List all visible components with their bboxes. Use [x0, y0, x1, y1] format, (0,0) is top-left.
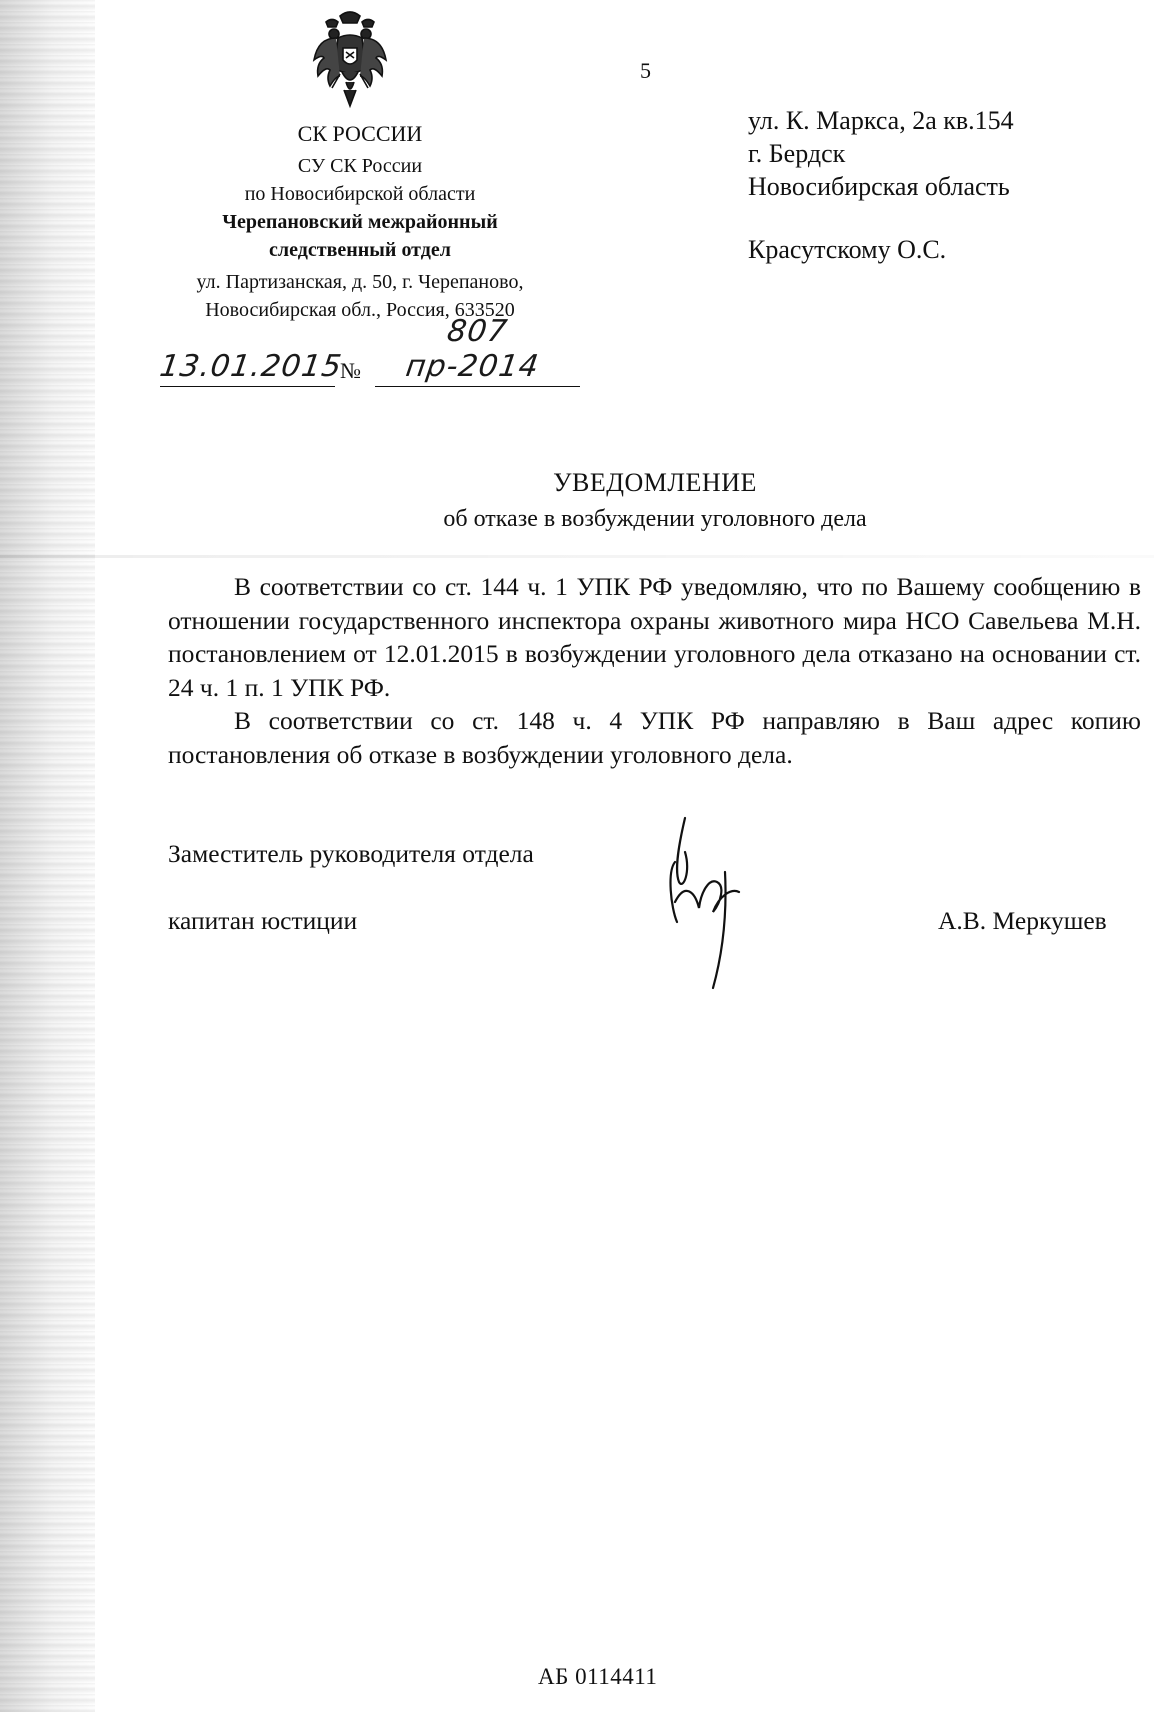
sub-org-line2: по Новосибирской области [244, 183, 476, 205]
document-subtitle: об отказе в возбуждении уголовного дела [443, 506, 867, 532]
body-paragraph-2: В соответствии со ст. 148 ч. 4 УПК РФ направляю в Ваш адрес копию постановления об отказе в возбуждении уголовного дела. [168, 706, 1141, 769]
registration-date: 13.01.2015 [157, 349, 345, 384]
date-underline [160, 386, 335, 388]
registration-number: 807 пр-2014 [403, 314, 542, 384]
sender-header [140, 120, 580, 324]
document-title: УВЕДОМЛЕНИЕ [553, 468, 757, 497]
number-sign: № [340, 358, 361, 383]
document-body [168, 570, 1141, 771]
handwritten-signature [655, 812, 760, 992]
paper-fold-line [0, 555, 1154, 558]
department-line2: следственный отдел [269, 239, 451, 261]
coat-of-arms-icon [310, 8, 390, 110]
recipient-address-line3: Новосибирская область [748, 172, 1010, 201]
page-number: 5 [640, 58, 651, 83]
form-serial-number: АБ 0114411 [538, 1664, 658, 1689]
registration-line [157, 314, 580, 390]
recipient-address-line2: г. Бердск [748, 139, 846, 168]
sub-org-line1: СУ СК России [297, 155, 423, 177]
recipient-block [748, 104, 1014, 266]
sender-address-line2: Новосибирская обл., Россия, 633520 [205, 299, 515, 321]
number-underline [375, 386, 580, 388]
sender-address-line1: ул. Партизанская, д. 50, г. Черепаново, [196, 271, 524, 293]
recipient-name: Красутскому О.С. [748, 235, 947, 264]
scan-edge-noise [0, 0, 95, 1712]
department-line1: Черепановский межрайонный [222, 211, 498, 233]
signatory-name: А.В. Меркушев [938, 906, 1107, 935]
signatory-rank: капитан юстиции [168, 906, 358, 935]
recipient-address-line1: ул. К. Маркса, 2а кв.154 [748, 106, 1014, 135]
signatory-position: Заместитель руководителя отдела [168, 839, 534, 868]
org-name: СК РОССИИ [297, 121, 423, 146]
body-paragraph-1: В соответствии со ст. 144 ч. 1 УПК РФ уведомляю, что по Вашему сообщению в отношении государственного инспектора охраны животного мира НСО Савельева М.Н. постановлением от 12.01.2015 в возбуждении уголовного дела отказано на основании ст. 24 ч. 1 п. 1 УПК РФ. [168, 572, 1141, 702]
